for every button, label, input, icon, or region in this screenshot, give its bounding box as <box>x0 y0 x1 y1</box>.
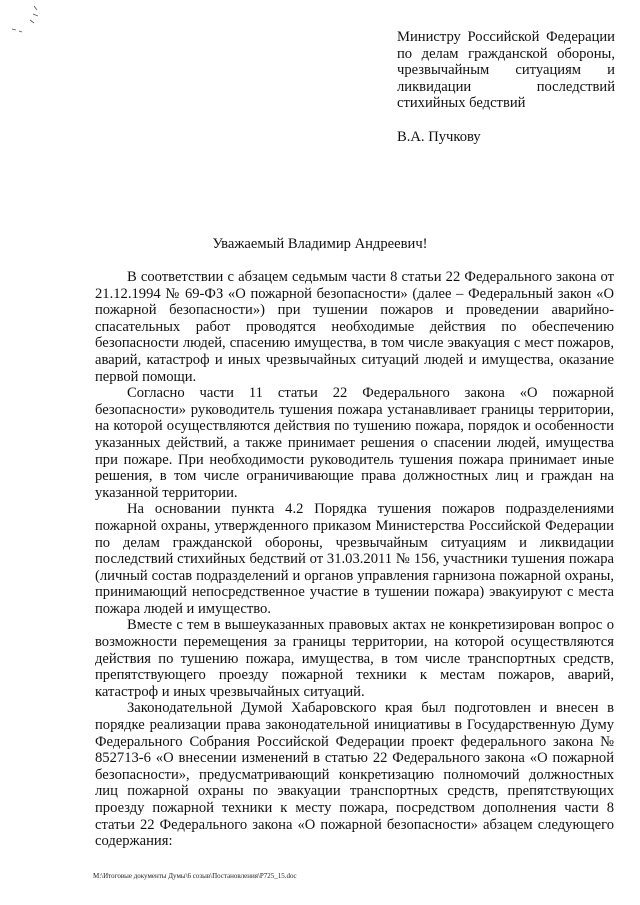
addressee-block <box>397 29 615 145</box>
letter-body <box>95 269 614 850</box>
addressee-line: по делам гражданской обороны, <box>397 45 615 62</box>
paragraph: В соответствии с абзацем седьмым части 8 статьи 22 Федерального закона от 21.12.1994 № 69-ФЗ «О пожарной безопасности» (далее – Федеральный закон «О пожарной безопасности») при тушении пожаров и проведении аварийно-спасательных работ проводятся необходимые действия по обеспечению безопасности людей, спасению имущества, в том числе эвакуация с мест пожаров, аварий, катастроф и иных чрезвычайных ситуаций людей и имущества, оказание первой помощи. <box>95 269 614 385</box>
paragraph: На основании пункта 4.2 Порядка тушения пожаров подразделениями пожарной охраны, утвержденного приказом Министерства Российской Федерации по делам гражданской обороны, чрезвычайным ситуациям и ликвидации последствий стихийных бедствий от 31.03.2011 № 156, участники тушения пожара (личный состав подразделений и органов управления гарнизона пожарной охраны, принимающий непосредственное участие в тушении пожара) эвакуируют с места пожара людей и имущество. <box>95 501 614 617</box>
paragraph: Согласно части 11 статьи 22 Федерального закона «О пожарной безопасности» руководитель тушения пожара устанавливает границы территории, на которой осуществляются действия по тушению пожара, порядок и особенности указанных действий, а также принимает решения о спасении людей, имущества при пожаре. При необходимости руководитель тушения пожара принимает иные решения, в том числе ограничивающие права должностных лиц и граждан на указанной территории. <box>95 385 614 501</box>
addressee-name: В.А. Пучкову <box>397 128 481 145</box>
file-path-footer: M:\Итоговые документы Думы\6 созыв\Постановления\P725_15.doc <box>93 872 297 880</box>
scan-artifact-marks <box>4 2 44 42</box>
paragraph: Вместе с тем в вышеуказанных правовых актах не конкретизирован вопрос о возможности перемещения за границы территории, на которой осуществляются действия по тушению пожара, имущества, в том числе транспортных средств, препятствующего проезду пожарной техники к местам пожаров, аварий, катастроф и иных чрезвычайных ситуаций. <box>95 617 614 700</box>
greeting: Уважаемый Владимир Андреевич! <box>212 236 428 252</box>
addressee-line: ликвидации последствий <box>397 78 615 95</box>
addressee-line: Министру Российской Федерации <box>397 29 615 45</box>
addressee-line: чрезвычайным ситуациям и <box>397 62 615 78</box>
paragraph: Законодательной Думой Хабаровского края был подготовлен и внесен в порядке реализации права законодательной инициативы в Государственную Думу Федерального Собрания Российской Федерации проект федерального закона № 852713-6 «О внесении изменений в статью 22 Федерального закона «О пожарной безопасности», предусматривающий конкретизацию полномочий должностных лиц пожарной охраны по эвакуации транспортных средств, препятствующих проезду пожарной техники к месту пожара, посредством дополнения части 8 статьи 22 Федерального закона «О пожарной безопасности» абзацем следующего содержания: <box>95 700 614 850</box>
addressee-line: стихийных бедствий <box>397 95 526 111</box>
